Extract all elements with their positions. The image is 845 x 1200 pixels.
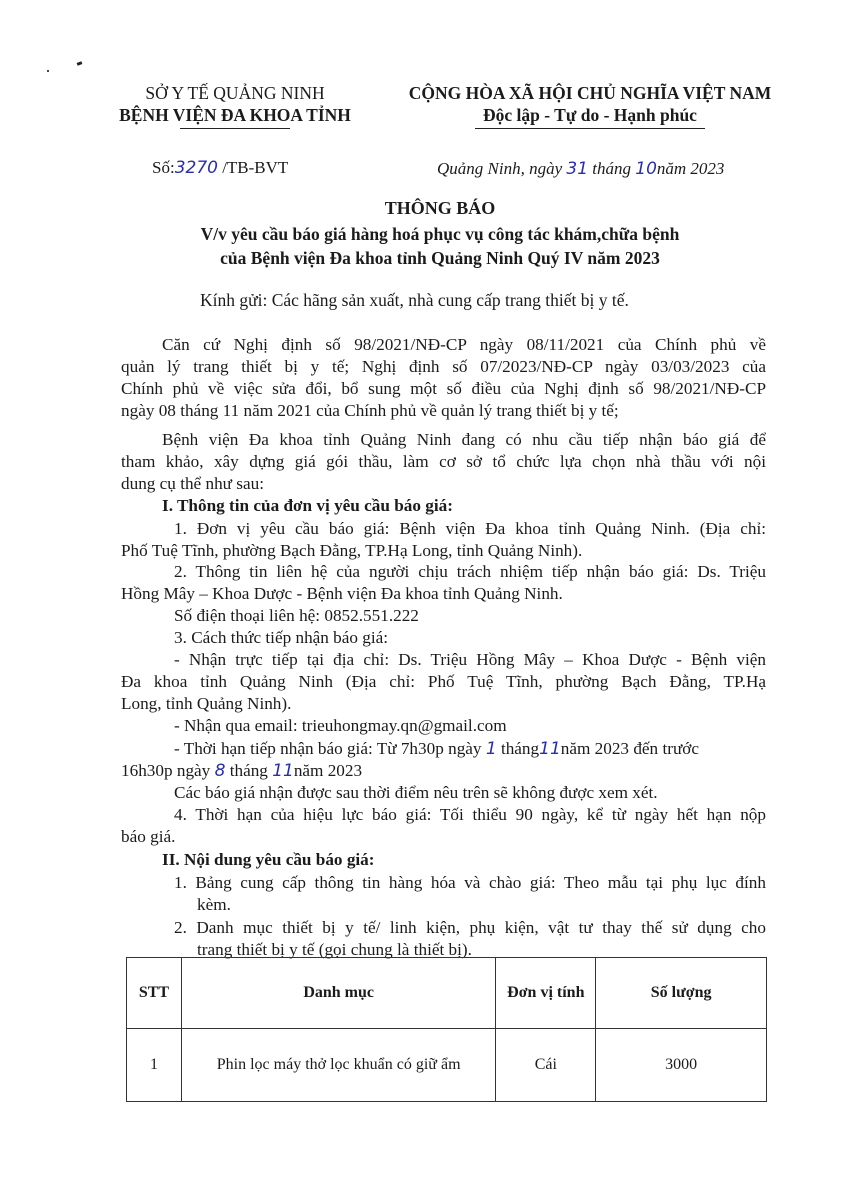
motto: Độc lập - Tự do - Hạnh phúc bbox=[483, 105, 697, 125]
subject-line-1: V/v yêu cầu báo giá hàng hoá phục vụ công tác khám,chữa bệnh bbox=[200, 224, 680, 244]
issuer-hospital: BỆNH VIỆN ĐA KHOA TỈNH bbox=[119, 105, 351, 125]
late-note: Các báo giá nhận được sau thời điểm nêu trên sẽ không được xem xét. bbox=[174, 783, 658, 802]
para2-line1: Bệnh viện Đa khoa tỉnh Quảng Ninh đang có nhu cầu tiếp nhận báo giá để bbox=[162, 430, 766, 449]
handwritten-number: 3270 bbox=[174, 158, 218, 178]
col-item: Danh mục bbox=[181, 958, 495, 1029]
issuer-department: SỞ Y TẾ QUẢNG NINH bbox=[145, 83, 325, 103]
handwritten-start-month: 11 bbox=[539, 739, 561, 759]
number-prefix: Số: bbox=[152, 158, 175, 177]
s2-item1-line2: kèm. bbox=[197, 895, 231, 914]
para1-line1: Căn cứ Nghị định số 98/2021/NĐ-CP ngày 08/11/2021 của Chính phủ về bbox=[162, 335, 766, 354]
cell-item: Phin lọc máy thở lọc khuẩn có giữ ẩm bbox=[181, 1029, 495, 1102]
s2-item2-line2: trang thiết bị y tế (gọi chung là thiết bị). bbox=[197, 940, 472, 959]
s1-item4-line1: 4. Thời hạn của hiệu lực báo giá: Tối thiểu 90 ngày, kể từ ngày hết hạn nộp bbox=[174, 805, 766, 824]
number-suffix: /TB-BVT bbox=[222, 158, 289, 177]
section-2-heading: II. Nội dung yêu cầu báo giá: bbox=[162, 850, 375, 869]
table-header-row bbox=[127, 958, 767, 1029]
date-prefix: Quảng Ninh, ngày bbox=[437, 159, 563, 178]
document-number bbox=[152, 157, 288, 179]
deadline-line1 bbox=[174, 738, 699, 760]
recipient: Kính gửi: Các hãng sản xuất, nhà cung cấp trang thiết bị y tế. bbox=[200, 290, 629, 310]
s1-item4-line2: báo giá. bbox=[121, 827, 176, 846]
para2-line3: dung cụ thể như sau: bbox=[121, 474, 264, 493]
s1-item3a-line3: Long, tỉnh Quảng Ninh). bbox=[121, 694, 292, 713]
cell-stt: 1 bbox=[127, 1029, 182, 1102]
scan-dot bbox=[47, 70, 49, 72]
scan-mark bbox=[77, 61, 83, 66]
date-year: năm 2023 bbox=[656, 159, 725, 178]
email-line: - Nhận qua email: trieuhongmay.qn@gmail.com bbox=[174, 716, 507, 735]
deadline-until: năm 2023 đến trước bbox=[560, 739, 699, 758]
s1-item3a-line2: Đa khoa tỉnh Quảng Ninh (Địa chỉ: Phố Tuệ Tĩnh, phường Bạch Đằng, TP.Hạ bbox=[121, 672, 766, 691]
col-stt: STT bbox=[127, 958, 182, 1029]
section-1-heading: I. Thông tin của đơn vị yêu cầu báo giá: bbox=[162, 496, 453, 515]
s1-item2-line2: Hồng Mây – Khoa Dược - Bệnh viện Đa khoa tỉnh Quảng Ninh. bbox=[121, 584, 563, 603]
s1-item2-line1: 2. Thông tin liên hệ của người chịu trách nhiệm tiếp nhận báo giá: Ds. Triệu bbox=[174, 562, 766, 581]
col-quantity: Số lượng bbox=[596, 958, 767, 1029]
deadline-month-label: tháng bbox=[500, 739, 540, 758]
phone-line: Số điện thoại liên hệ: 0852.551.222 bbox=[174, 606, 419, 625]
para1-line2: quản lý trang thiết bị y tế; Nghị định số 07/2023/NĐ-CP ngày 03/03/2023 của bbox=[121, 357, 766, 376]
deadline-end-time: 16h30p ngày bbox=[121, 761, 211, 780]
handwritten-day: 31 bbox=[566, 159, 589, 179]
document-title: THÔNG BÁO bbox=[384, 198, 496, 218]
cell-quantity: 3000 bbox=[596, 1029, 767, 1102]
cell-unit: Cái bbox=[496, 1029, 596, 1102]
para1-line4: ngày 08 tháng 11 năm 2021 của Chính phủ về quản lý trang thiết bị y tế; bbox=[121, 401, 619, 420]
para2-line2: tham khảo, xây dựng giá gói thầu, làm cơ sở tổ chức lựa chọn nhà thầu với nội bbox=[121, 452, 766, 471]
subject-line-2: của Bệnh viện Đa khoa tỉnh Quảng Ninh Quý IV năm 2023 bbox=[220, 248, 660, 268]
handwritten-end-day: 8 bbox=[214, 761, 226, 781]
deadline-line2 bbox=[121, 760, 362, 782]
col-unit: Đơn vị tính bbox=[496, 958, 596, 1029]
motto-underline bbox=[475, 128, 705, 129]
country-name: CỘNG HÒA XÃ HỘI CHỦ NGHĨA VIỆT NAM bbox=[408, 83, 772, 103]
s1-item3a-line1: - Nhận trực tiếp tại địa chỉ: Ds. Triệu Hồng Mây – Khoa Dược - Bệnh viện bbox=[174, 650, 766, 669]
issuer-block bbox=[90, 82, 380, 129]
handwritten-month: 10 bbox=[635, 159, 657, 179]
deadline-end-year: năm 2023 bbox=[293, 761, 363, 780]
deadline-end-month-label: tháng bbox=[229, 761, 268, 780]
para1-line3: Chính phủ về việc sửa đổi, bổ sung một số điều của Nghị định số 98/2021/NĐ-CP bbox=[121, 379, 766, 398]
equipment-table bbox=[126, 957, 767, 1102]
s1-item1-line2: Phố Tuệ Tĩnh, phường Bạch Đằng, TP.Hạ Long, tỉnh Quảng Ninh). bbox=[121, 541, 583, 560]
issuer-underline bbox=[180, 128, 290, 129]
deadline-from: - Thời hạn tiếp nhận báo giá: Từ 7h30p ngày bbox=[174, 739, 482, 758]
s2-item2-line1: 2. Danh mục thiết bị y tế/ linh kiện, phụ kiện, vật tư thay thế sử dụng cho bbox=[174, 918, 766, 937]
date-month-label: tháng bbox=[592, 159, 632, 178]
s2-item1-line1: 1. Bảng cung cấp thông tin hàng hóa và chào giá: Theo mẫu tại phụ lục đính bbox=[174, 873, 766, 892]
handwritten-end-month: 11 bbox=[272, 761, 294, 781]
national-motto bbox=[380, 82, 800, 129]
issue-date bbox=[437, 158, 724, 180]
table-row bbox=[127, 1029, 767, 1102]
document-subject bbox=[0, 222, 845, 270]
s1-item1-line1: 1. Đơn vị yêu cầu báo giá: Bệnh viện Đa khoa tỉnh Quảng Ninh. (Địa chỉ: bbox=[174, 519, 766, 538]
handwritten-start-day: 1 bbox=[485, 739, 497, 759]
s1-item3: 3. Cách thức tiếp nhận báo giá: bbox=[174, 628, 389, 647]
